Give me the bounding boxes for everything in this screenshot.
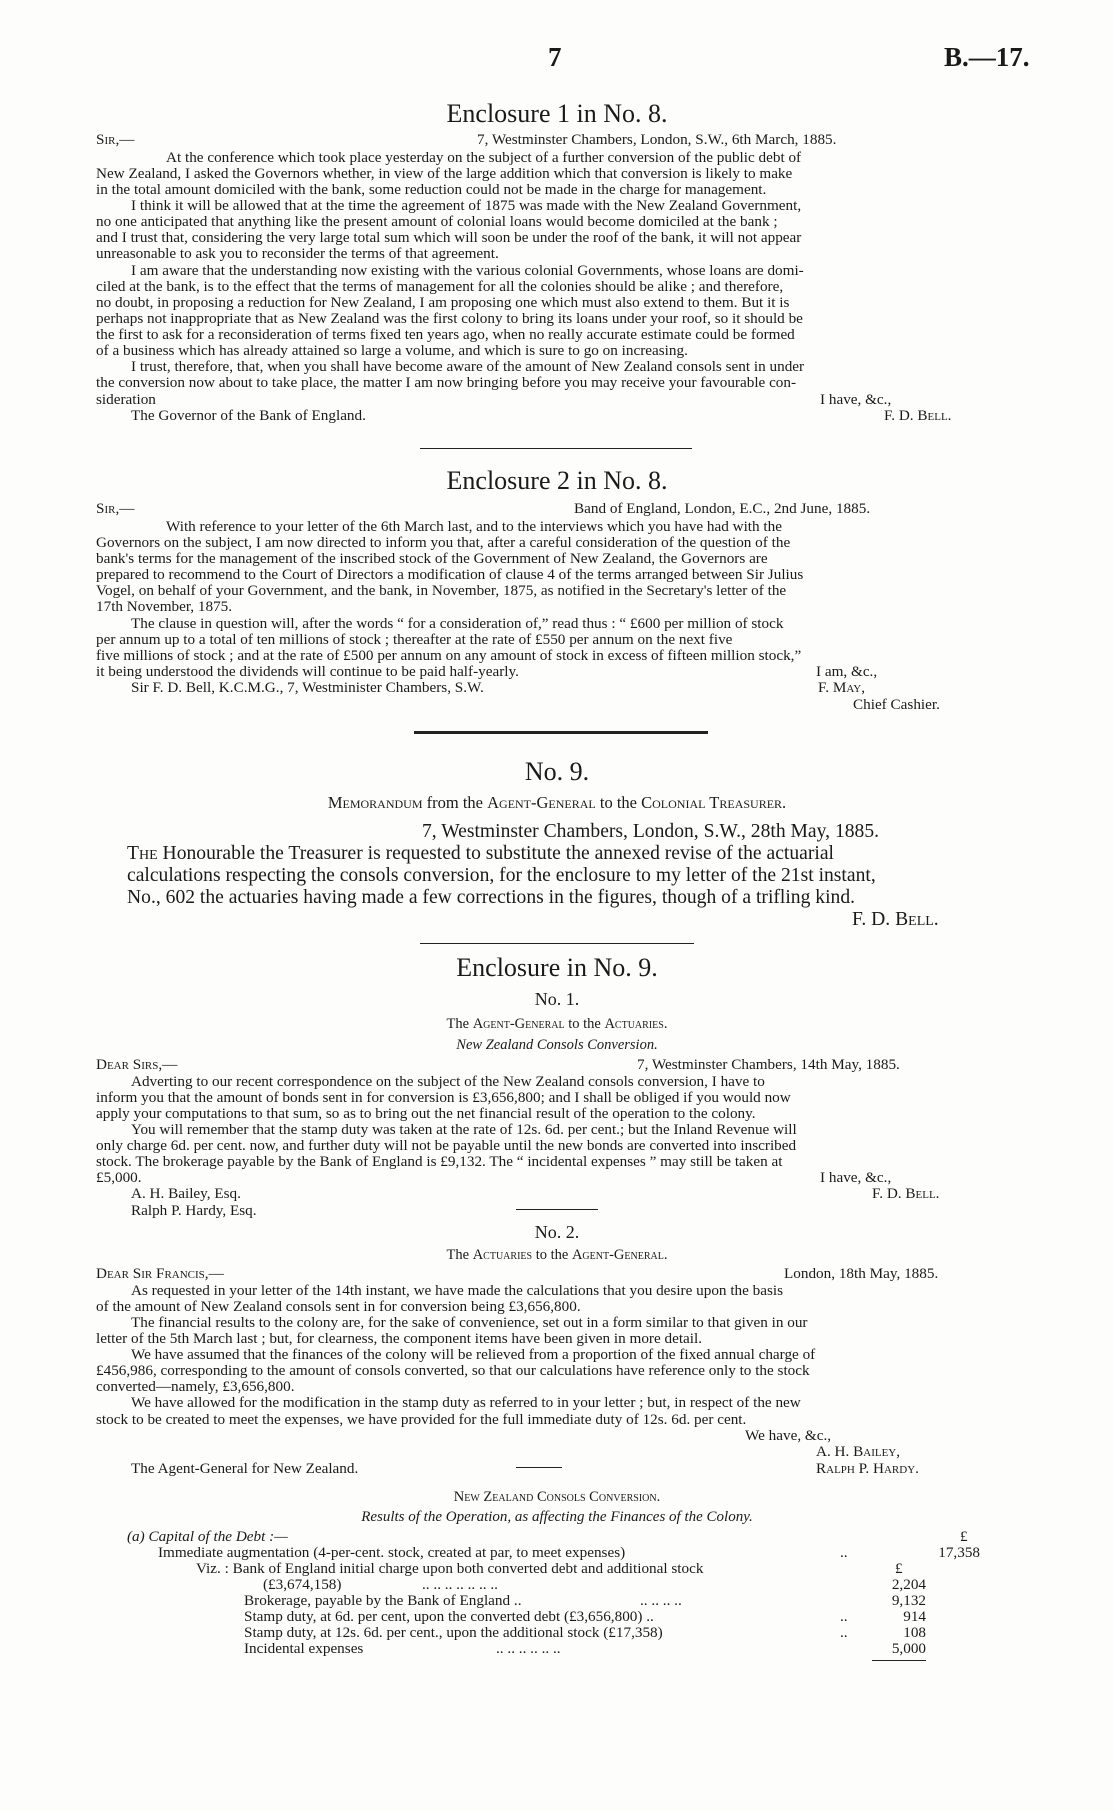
expense-item-label: Incidental expenses [244,1640,364,1657]
no-9-line: The Honourable the Treasurer is requested to substitute the annexed revise of the actuarial [127,843,834,864]
section-divider-short [516,1467,562,1468]
expense-item-leader: .. [840,1608,848,1625]
enclosure-1-line: unreasonable to ask you to reconsider the terms of that agreement. [96,245,499,262]
enclosure-2-salutation: Sir,— [96,500,135,517]
enclosure-1-line: of a business which has already attained so large a volume, and which is sure to go on increasing. [96,342,688,359]
no-2-line: £456,986, corresponding to the amount of consols converted, so that our calculations have reference only to the stock [96,1362,810,1379]
no-1-address: 7, Westminster Chambers, 14th May, 1885. [637,1056,900,1073]
enclosure-2-line: The clause in question will, after the words “ for a consideration of,” read thus : “ £600 per million of stock [131,615,784,632]
no-2-title: No. 2. [534,1222,580,1242]
no-9-title: No. 9. [524,757,590,786]
no-1-line: inform you that the amount of bonds sent in for conversion is £3,656,800; and I shall be obliged if you would now [96,1089,791,1106]
no-1-addressee: A. H. Bailey, Esq. [131,1185,241,1202]
section-divider [420,943,694,944]
total-underline [872,1660,926,1661]
enclosure-1-line: in the total amount domiciled with the bank, some reduction could not be made in the charge for management. [96,181,767,198]
no-1-addressee: Ralph P. Hardy, Esq. [131,1202,257,1219]
no-2-line: stock to be created to meet the expenses, we have provided for the full immediate duty of 12s. 6d. per cent. [96,1411,747,1428]
expense-item-value: 9,132 [891,1592,926,1609]
no-2-line: We have assumed that the finances of the colony will be relieved from a proportion of the fixed annual charge of [131,1346,816,1363]
enclosure-1-line: perhaps not inappropriate that as New Zealand was the first colony to bring its loans under your roof, so it should be [96,310,803,327]
expense-item-leader: .. .. .. .. .. .. .. [422,1576,498,1593]
no-1-signature: F. D. Bell. [872,1185,940,1202]
conversion-subtitle: Results of the Operation, as affecting the Finances of the Colony. [361,1509,753,1525]
enclosure-2-line: it being understood the dividends will continue to be paid half-yearly. [96,663,519,680]
no-1-salutation: Dear Sirs,— [96,1056,178,1073]
expense-item-leader: .. .. .. .. .. .. [496,1640,561,1657]
no-2-line: We have allowed for the modification in the stamp duty as referred to in your letter ; but, in respect of the new [131,1394,801,1411]
enclosure-2-title: Enclosure 2 in No. 8. [446,466,668,495]
enclosure-2-line: five millions of stock ; and at the rate of £500 per annum on any amount of stock in excess of fifteen million stock,” [96,647,802,664]
enclosure-2-signature: F. May, [818,679,866,696]
expense-item-value: 5,000 [891,1640,926,1657]
section-divider-thick [414,731,708,734]
no-2-line: of the amount of New Zealand consols sent in for conversion being £3,656,800. [96,1298,581,1315]
enclosure-2-addressee: Sir F. D. Bell, K.C.M.G., 7, Westminister Chambers, S.W. [131,679,484,696]
enclosure-2-line: With reference to your letter of the 6th March last, and to the interviews which you have had with the [166,518,782,535]
pound-column-header: £ [960,1528,968,1545]
expense-item-label: Stamp duty, at 12s. 6d. per cent., upon the additional stock (£17,358) [244,1624,663,1641]
enclosure-1-line: and I trust that, considering the very large total sum which will soon be under the roof of the bank, it will not appear [96,229,802,246]
no-2-signature: Ralph P. Hardy. [816,1460,919,1477]
enclosure-2-line: 17th November, 1875. [96,598,233,615]
conversion-section-a: (a) Capital of the Debt :— [127,1528,288,1545]
enclosure-1-line: I trust, therefore, that, when you shall have become aware of the amount of New Zealand consols sent in under [131,358,805,375]
expense-item-label: (£3,674,158) [263,1576,342,1593]
expense-item-label: Brokerage, payable by the Bank of England .. [244,1592,522,1609]
enclosure-1-line: no one anticipated that anything like the present amount of colonial loans would become domiciled at the bank ; [96,213,778,230]
augmentation-label: Immediate augmentation (4-per-cent. stock, created at par, to meet expenses) [158,1544,626,1561]
expense-item-leader: .. .. .. .. [640,1592,682,1609]
no-1-line: stock. The brokerage payable by the Bank of England is £9,132. The “ incidental expenses ” may still be taken at [96,1153,783,1170]
viz-label: Viz. : Bank of England initial charge upon both converted debt and additional stock [196,1560,704,1577]
page-number: 7 [548,42,562,72]
no-2-line: letter of the 5th March last ; but, for clearness, the component items have been given in more detail. [96,1330,703,1347]
enclosure-1-line: At the conference which took place yesterday on the subject of a further conversion of the public debt of [166,149,802,166]
no-2-address: London, 18th May, 1885. [784,1265,939,1282]
enclosure-1-title: Enclosure 1 in No. 8. [446,99,668,128]
no-1-line: apply your computations to that sum, so as to bring out the net financial result of the operation to the colony. [96,1105,756,1122]
enclosure-2-signature-title: Chief Cashier. [853,696,940,713]
expense-item-label: Stamp duty, at 6d. per cent, upon the converted debt (£3,656,800) .. [244,1608,654,1625]
enclosure-1-line: I am aware that the understanding now existing with the various colonial Governments, whose loans are domi- [131,262,804,279]
no-2-line: The financial results to the colony are, for the sake of convenience, set out in a form similar to that given in our [131,1314,808,1331]
no-9-address: 7, Westminster Chambers, London, S.W., 28th May, 1885. [422,821,880,842]
no-1-subtitle: New Zealand Consols Conversion. [456,1037,658,1053]
augmentation-leader: .. [840,1544,848,1561]
enclosure-1-address: 7, Westminster Chambers, London, S.W., 6th March, 1885. [477,131,837,148]
pound-subcolumn-header: £ [895,1560,903,1577]
no-2-salutation: Dear Sir Francis,— [96,1265,224,1282]
no-9-memorandum-heading: Memorandum from the Agent-General to the Colonial Treasurer. [327,793,787,812]
section-divider-short [516,1209,598,1210]
no-9-signature: F. D. Bell. [852,909,939,930]
section-divider [420,448,692,449]
expense-item-value: 914 [903,1608,926,1625]
no-1-line: only charge 6d. per cent. now, and further duty will not be payable until the new bonds are converted into inscribed [96,1137,797,1154]
no-9-line: No., 602 the actuaries having made a few corrections in the figures, though of a trifling kind. [127,887,856,908]
expense-item-leader: .. [840,1624,848,1641]
enclosure-1-line: no doubt, in proposing a reduction for New Zealand, I am proposing one which must also extend to them. But it is [96,294,790,311]
enclosure-1-signature: F. D. Bell. [884,407,952,424]
no-2-signature: A. H. Bailey, [816,1443,901,1460]
enclosure-1-line: sideration [96,391,156,408]
no-9-line: calculations respecting the consols conversion, for the enclosure to my letter of the 21st instant, [127,865,876,886]
enclosure-2-address: Band of England, London, E.C., 2nd June, 1885. [574,500,871,517]
no-2-addressee: The Agent-General for New Zealand. [131,1460,359,1477]
no-2-line: As requested in your letter of the 14th instant, we have made the calculations that you desire upon the basis [131,1282,784,1299]
no-2-heading: The Actuaries to the Agent-General. [446,1247,668,1263]
no-1-title: No. 1. [534,989,580,1009]
enclosure-2-line: Governors on the subject, I am now directed to inform you that, after a careful consideration of the question of the [96,534,791,551]
enclosure-no-9-title: Enclosure in No. 9. [456,953,658,982]
no-1-heading: The Agent-General to the Actuaries. [446,1016,668,1032]
enclosure-1-line: the conversion now about to take place, the matter I am now bringing before you may receive your favourable con- [96,374,797,391]
document-reference: B.—17. [944,42,1030,72]
enclosure-1-line: ciled at the bank, is to the effect that the terms of management for all the colonies should be alike ; and therefore, [96,278,784,295]
no-1-line: You will remember that the stamp duty was taken at the rate of 12s. 6d. per cent.; but the Inland Revenue will [131,1121,797,1138]
enclosure-2-closing: I am, &c., [816,663,878,680]
enclosure-2-line: Vogel, on behalf of your Government, and the bank, in November, 1875, as notified in the Secretary's letter of the [96,582,787,599]
enclosure-1-line: the first to ask for a reconsideration of terms fixed ten years ago, when no really accurate estimate could be formed [96,326,795,343]
enclosure-1-addressee: The Governor of the Bank of England. [131,407,366,424]
enclosure-2-line: prepared to recommend to the Court of Directors a modification of clause 4 of the terms arranged between Sir Julius [96,566,804,583]
no-1-line: £5,000. [96,1169,142,1186]
enclosure-2-line: bank's terms for the management of the inscribed stock of the Government of New Zealand, the Governors are [96,550,768,567]
conversion-title: New Zealand Consols Conversion. [453,1489,661,1505]
no-2-line: converted—namely, £3,656,800. [96,1378,295,1395]
no-1-line: Adverting to our recent correspondence on the subject of the New Zealand consols conversion, I have to [131,1073,765,1090]
enclosure-1-closing: I have, &c., [820,391,892,408]
expense-item-value: 108 [903,1624,926,1641]
expense-item-value: 2,204 [891,1576,926,1593]
augmentation-value: 17,358 [938,1544,980,1561]
enclosure-1-line: I think it will be allowed that at the time the agreement of 1875 was made with the New Zealand Government, [131,197,802,214]
no-2-closing: We have, &c., [745,1427,832,1444]
enclosure-1-line: New Zealand, I asked the Governors whether, in view of the large addition which that conversion is likely to make [96,165,793,182]
enclosure-1-salutation: Sir,— [96,131,135,148]
no-1-closing: I have, &c., [820,1169,892,1186]
enclosure-2-line: per annum up to a total of ten millions of stock ; thereafter at the rate of £550 per annum on the next five [96,631,733,648]
